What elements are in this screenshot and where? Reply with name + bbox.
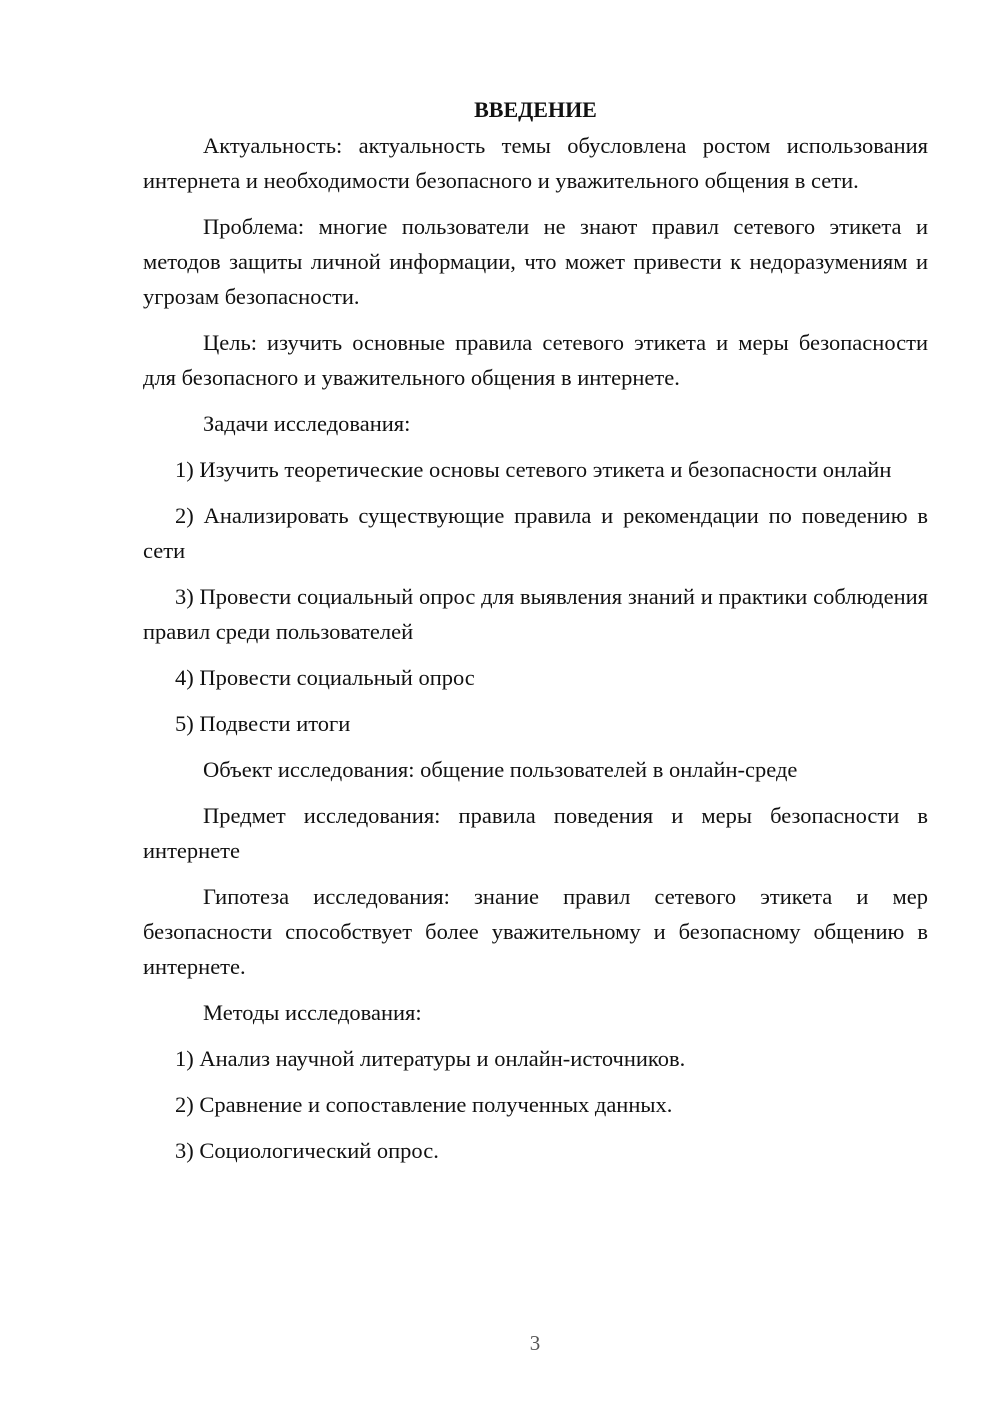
method-item-3: 3) Социологический опрос.: [175, 1138, 439, 1163]
task-item-5: 5) Подвести итоги: [175, 711, 351, 736]
goal-paragraph: Цель: изучить основные правила сетевого этикета и меры безопасности для безопасного и уважительного общения в интернете.: [143, 330, 928, 390]
object-paragraph: Объект исследования: общение пользователей в онлайн-среде: [203, 757, 798, 782]
tasks-heading: Задачи исследования:: [203, 411, 411, 436]
method-item-2: 2) Сравнение и сопоставление полученных данных.: [175, 1092, 673, 1117]
page-number: 3: [529, 1331, 541, 1355]
subject-paragraph: Предмет исследования: правила поведения и меры безопасности в интернете: [143, 803, 928, 863]
problem-paragraph: Проблема: многие пользователи не знают правил сетевого этикета и методов защиты личной информации, что может привести к недоразумениям и угрозам безопасности.: [143, 214, 928, 309]
page-content: [143, 92, 928, 1179]
methods-heading: Методы исследования:: [203, 1000, 422, 1025]
relevance-paragraph: Актуальность: актуальность темы обусловлена ростом использования интернета и необходимости безопасного и уважительного общения в сети.: [143, 133, 928, 193]
hypothesis-paragraph: Гипотеза исследования: знание правил сетевого этикета и мер безопасности способствует более уважительному и безопасному общению в интернете.: [143, 884, 928, 979]
method-item-1: 1) Анализ научной литературы и онлайн-источников.: [175, 1046, 686, 1071]
task-item-3: 3) Провести социальный опрос для выявления знаний и практики соблюдения правил среди пользователей: [143, 584, 928, 644]
section-heading: ВВЕДЕНИЕ: [474, 97, 597, 122]
task-item-1: 1) Изучить теоретические основы сетевого этикета и безопасности онлайн: [175, 457, 892, 482]
task-item-2: 2) Анализировать существующие правила и рекомендации по поведению в сети: [143, 503, 928, 563]
task-item-4: 4) Провести социальный опрос: [175, 665, 475, 690]
